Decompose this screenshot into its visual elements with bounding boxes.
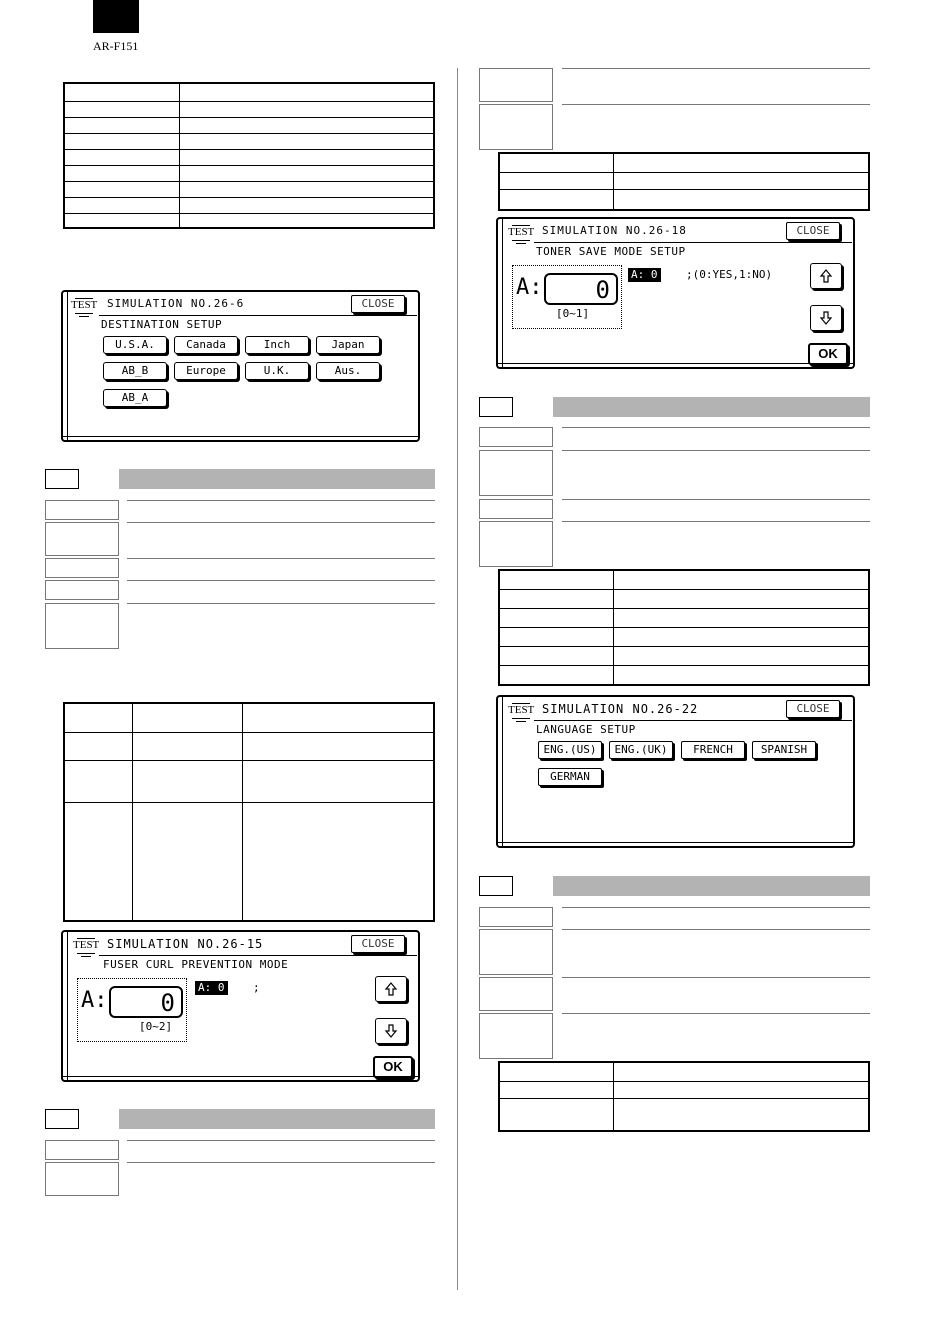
screen-title: SIMULATION NO.26-22	[542, 702, 699, 716]
label-box	[479, 977, 553, 1011]
table-row	[500, 173, 868, 190]
table-row	[65, 134, 433, 150]
screen-sim-26-22	[496, 695, 855, 848]
screen-subtitle: TONER SAVE MODE SETUP	[536, 245, 686, 258]
section-header-bar	[553, 397, 870, 417]
label-box	[45, 1162, 119, 1196]
label-box	[45, 522, 119, 556]
table-row	[65, 150, 433, 166]
current-value-highlight: A: 0	[195, 981, 228, 995]
option-button-usa[interactable]: U.S.A.	[103, 336, 167, 354]
language-button-french[interactable]: FRENCH	[681, 741, 745, 759]
close-button[interactable]: CLOSE	[786, 700, 840, 718]
label-box	[45, 558, 119, 578]
label-box	[45, 1140, 119, 1160]
table-row	[500, 666, 868, 684]
screen-title: SIMULATION NO.26-6	[107, 297, 245, 310]
down-button[interactable]	[375, 1018, 407, 1044]
language-button-spanish[interactable]: SPANISH	[752, 741, 816, 759]
screen-title: SIMULATION NO.26-15	[107, 937, 264, 951]
table-row	[500, 571, 868, 590]
screen-subtitle: LANGUAGE SETUP	[536, 723, 636, 736]
table-row	[65, 118, 433, 134]
value-note: ;	[253, 981, 260, 994]
close-button[interactable]: CLOSE	[351, 295, 405, 313]
label-box	[479, 104, 553, 150]
table-row	[65, 214, 433, 227]
table-row	[65, 704, 433, 733]
language-button-german[interactable]: GERMAN	[538, 768, 602, 786]
table-language-right	[498, 569, 870, 686]
table-row	[500, 609, 868, 628]
section-header-bar	[119, 1109, 435, 1129]
table-row	[500, 190, 868, 209]
ok-button[interactable]: OK	[373, 1056, 413, 1078]
down-arrow-icon	[383, 1023, 399, 1039]
label-box	[45, 580, 119, 600]
table-row	[65, 761, 433, 803]
close-button[interactable]: CLOSE	[786, 222, 840, 240]
table-top-left	[63, 82, 435, 229]
language-button-eng-us[interactable]: ENG.(US)	[538, 741, 602, 759]
screen-subtitle: FUSER CURL PREVENTION MODE	[103, 958, 289, 971]
value-display[interactable]: 0	[109, 986, 183, 1018]
model-number: AR-F151	[93, 39, 139, 53]
screen-sim-26-6	[61, 290, 420, 442]
up-button[interactable]	[375, 976, 407, 1002]
table-toner-right	[498, 152, 870, 211]
table-row	[65, 102, 433, 118]
test-icon: TEST	[71, 294, 97, 318]
table-row	[65, 803, 433, 920]
label-box	[45, 500, 119, 520]
label-box	[479, 450, 553, 496]
table-row	[500, 1082, 868, 1099]
label-box	[479, 68, 553, 102]
option-button-japan[interactable]: Japan	[316, 336, 380, 354]
option-button-aus[interactable]: Aus.	[316, 362, 380, 380]
table-row	[500, 628, 868, 647]
table-row	[500, 1099, 868, 1130]
label-box	[479, 929, 553, 975]
header-black-tab	[93, 0, 139, 33]
field-label: A:	[516, 275, 543, 300]
close-button[interactable]: CLOSE	[351, 935, 405, 953]
option-button-uk[interactable]: U.K.	[245, 362, 309, 380]
label-box	[479, 521, 553, 567]
up-button[interactable]	[810, 263, 842, 289]
table-bottom-right	[498, 1061, 870, 1132]
option-button-ab-b[interactable]: AB_B	[103, 362, 167, 380]
screen-title: SIMULATION NO.26-18	[542, 224, 687, 237]
option-button-inch[interactable]: Inch	[245, 336, 309, 354]
ok-button[interactable]: OK	[808, 343, 848, 365]
table-mode-left	[63, 702, 435, 922]
label-box	[479, 427, 553, 447]
value-display[interactable]: 0	[544, 273, 618, 305]
value-note: ;(0:YES,1:NO)	[686, 268, 773, 281]
section-header-bar	[119, 469, 435, 489]
screen-subtitle: DESTINATION SETUP	[101, 318, 223, 331]
table-row	[500, 1063, 868, 1082]
table-row	[65, 733, 433, 761]
table-row	[65, 198, 433, 214]
section-header-bar	[553, 876, 870, 896]
label-box	[479, 1013, 553, 1059]
down-arrow-icon	[818, 310, 834, 326]
option-button-europe[interactable]: Europe	[174, 362, 238, 380]
table-row	[65, 84, 433, 102]
section-number-box	[45, 469, 79, 489]
current-value-highlight: A: 0	[628, 268, 661, 282]
column-divider	[457, 68, 458, 1290]
language-button-eng-uk[interactable]: ENG.(UK)	[609, 741, 673, 759]
table-row	[500, 154, 868, 173]
option-button-canada[interactable]: Canada	[174, 336, 238, 354]
up-arrow-icon	[383, 981, 399, 997]
test-icon: TEST	[508, 699, 534, 723]
table-row	[500, 647, 868, 666]
test-icon: TEST	[508, 221, 534, 245]
table-row	[500, 590, 868, 609]
section-number-box	[479, 876, 513, 896]
down-button[interactable]	[810, 305, 842, 331]
section-number-box	[479, 397, 513, 417]
test-icon: TEST	[73, 934, 99, 958]
label-box	[479, 499, 553, 519]
up-arrow-icon	[818, 268, 834, 284]
screen-sim-26-18	[496, 217, 855, 369]
screen-sim-26-15	[61, 930, 420, 1082]
table-row	[65, 166, 433, 182]
field-label: A:	[81, 988, 108, 1013]
label-box	[45, 603, 119, 649]
table-row	[65, 182, 433, 198]
option-button-ab-a[interactable]: AB_A	[103, 389, 167, 407]
label-box	[479, 907, 553, 927]
section-number-box	[45, 1109, 79, 1129]
value-range: [0~2]	[139, 1020, 173, 1033]
value-range: [0~1]	[556, 307, 590, 320]
